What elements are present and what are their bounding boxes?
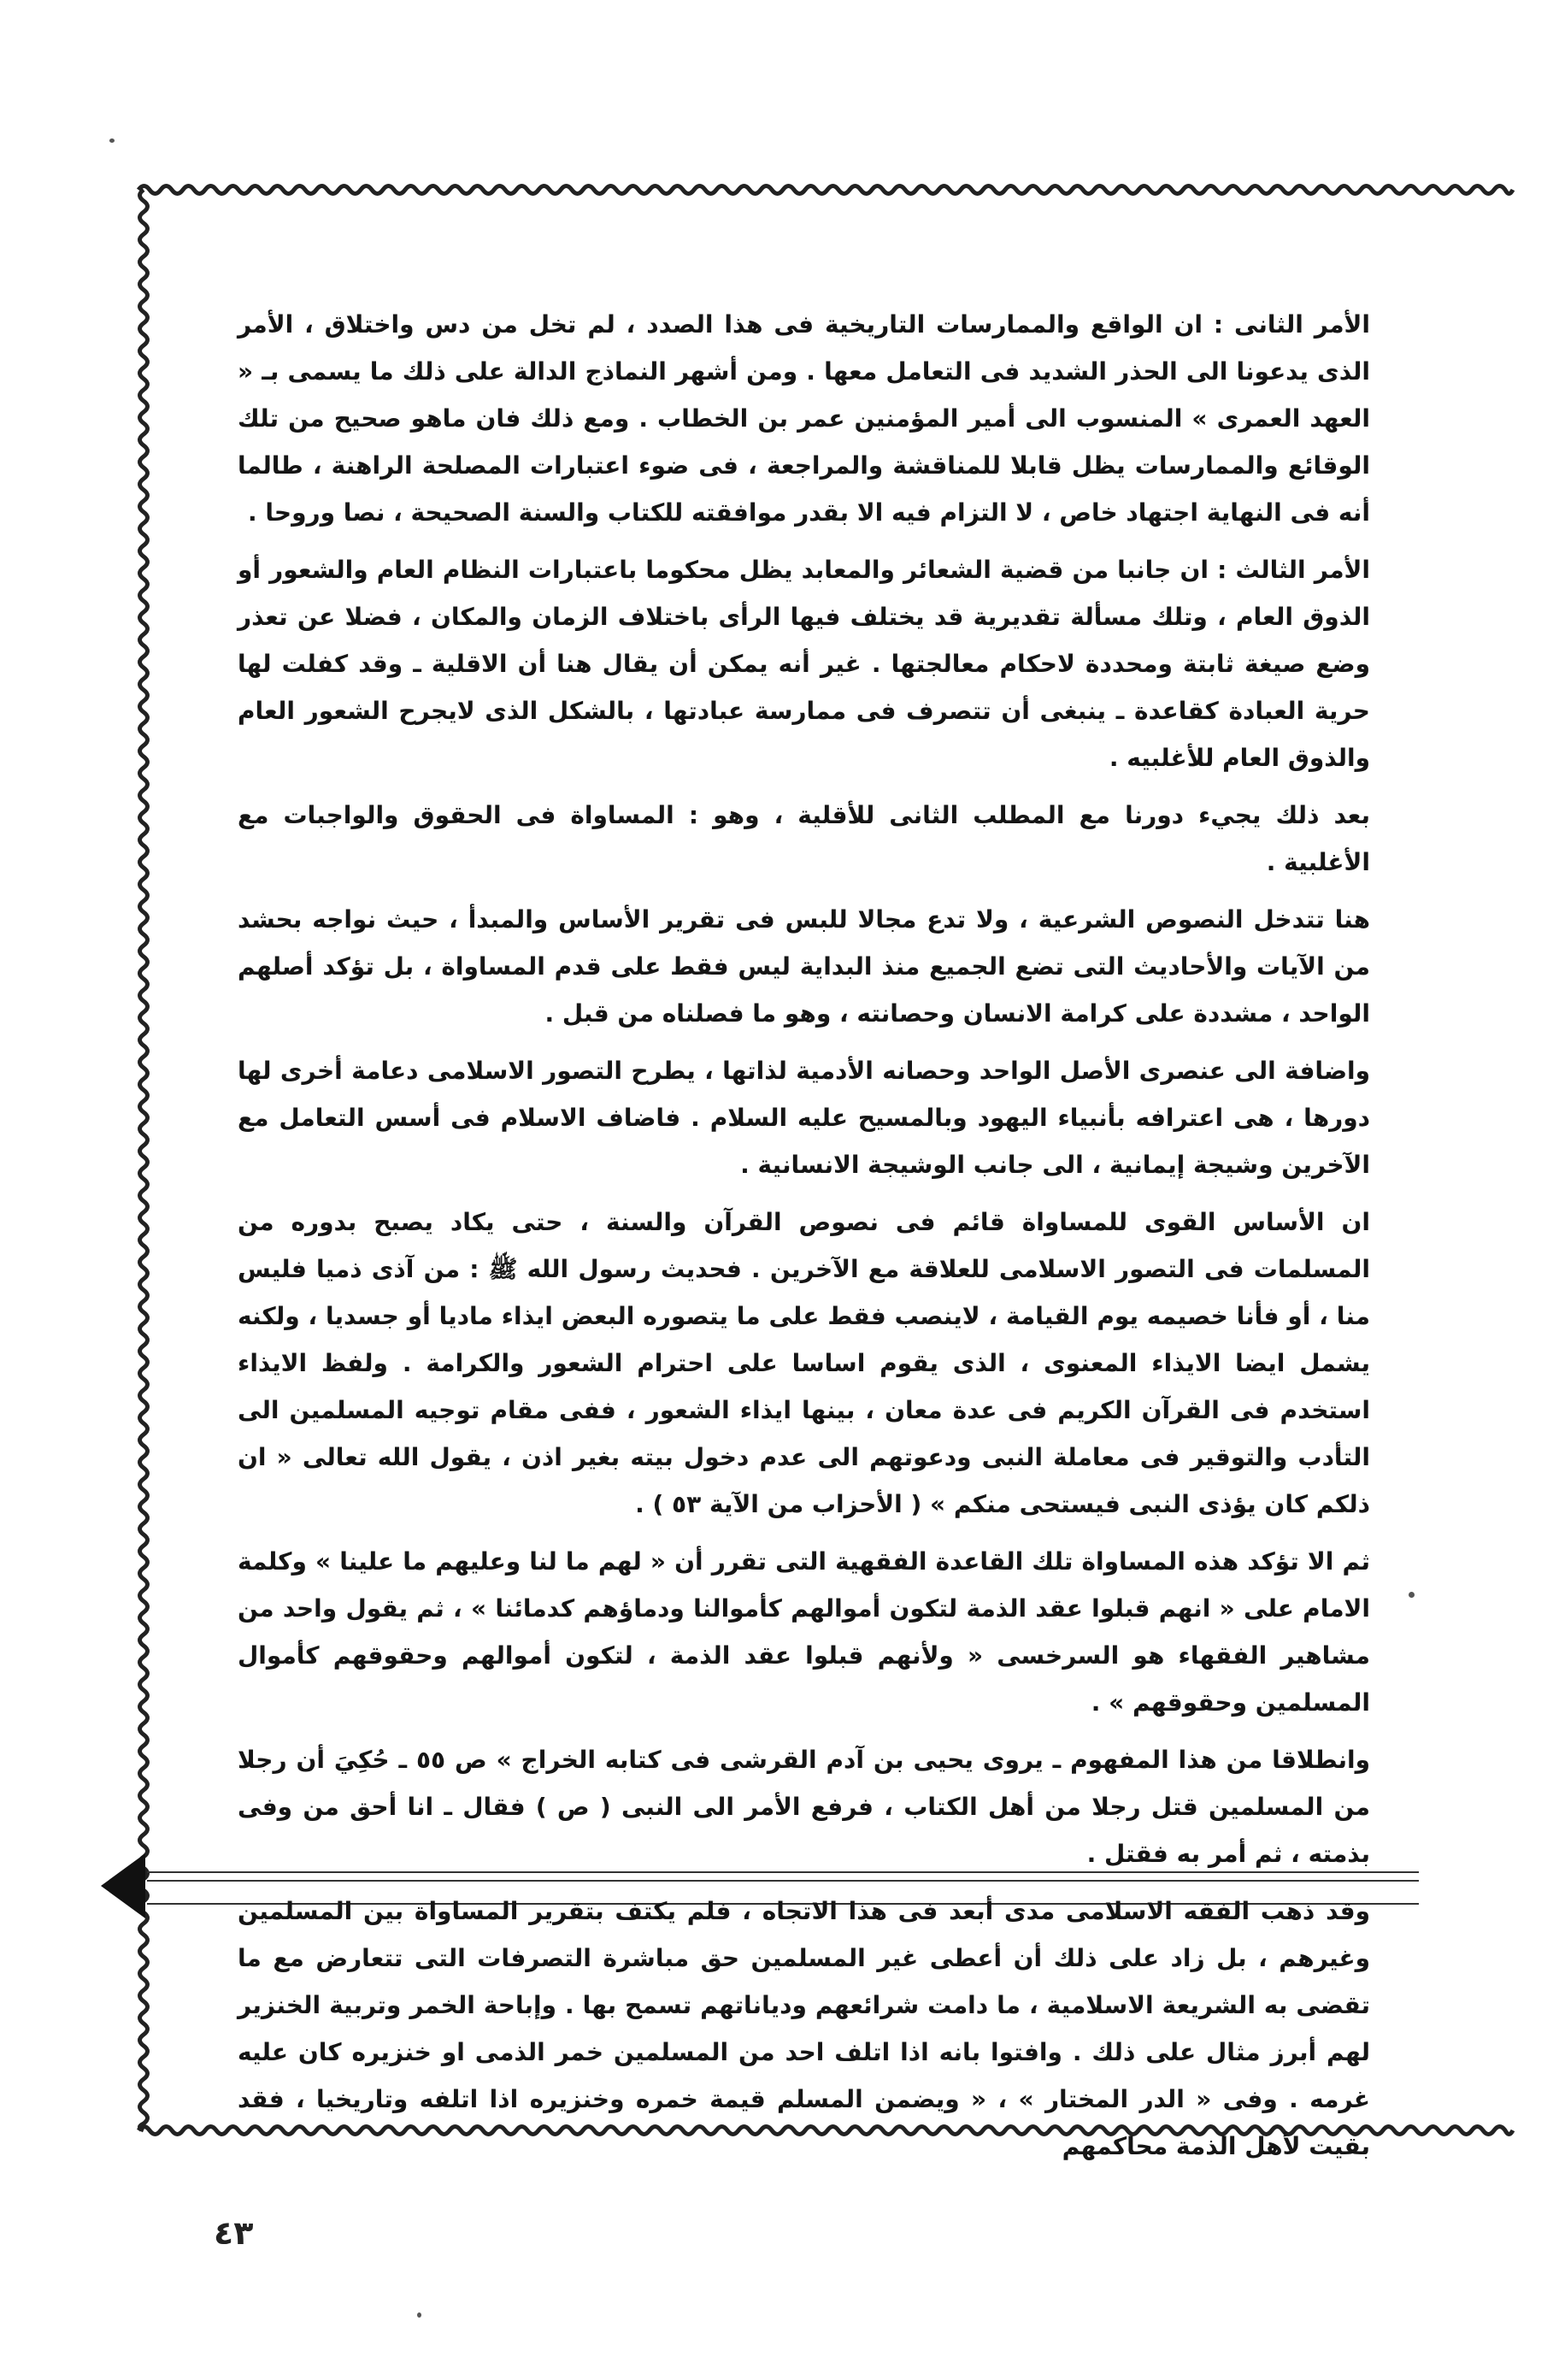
margin-arrow-icon bbox=[101, 1853, 145, 1918]
page-number: ٤٣ bbox=[214, 2214, 254, 2252]
paragraph-religious-texts: هنا تتدخل النصوص الشرعية ، ولا تدع مجالا للبس فى تقرير الأساس والمبدأ ، حيث نواجه بحشد من الآيات والأحاديث التى تضع الجميع منذ البداية ليس فقط على قدم المساواة ، بل تؤكد أصلهم الواحد ، مشددة على كرامة الانسان وحصانته ، وهو ما فصلناه من قبل . bbox=[238, 905, 1370, 1028]
paragraph-second-matter: الأمر الثانى : ان الواقع والممارسات التاريخية فى هذا الصدد ، لم تخل من دس واختلاق ، الأمر الذى يدعونا الى الحذر الشديد فى التعامل معها . ومن أشهر النماذج الدالة على ذلك ما يسمى بـ « العهد العمرى » المنسوب الى أمير المؤمنين عمر بن الخطاب . ومع ذلك فان ماهو صحيح من تلك الوقائع والممارسات يظل قابلا للمناقشة والمراجعة ، فى ضوء اعتبارات المصلحة الراهنة ، طالما أنه فى النهاية اجتهاد خاص ، لا التزام فيه الا بقدر موافقته للكتاب والسنة الصحيحة ، نصا وروحا . bbox=[238, 310, 1370, 527]
frame-left-wave bbox=[140, 190, 148, 2130]
paragraph-islamic-fiqh: وقد ذهب الفقه الاسلامى مدى أبعد فى هذا الاتجاه ، فلم يكتف بتقرير المساواة بين المسلمين وغيرهم ، بل زاد على ذلك أن أعطى غير المسلمين حق مباشرة التصرفات التى تتعارض مع ما تقضى به الشريعة الاسلامية ، ما دامت شرائعهم ودياناتهم تسمح بها . وإباحة الخمر وتربية الخنزير لهم أبرز مثال على ذلك . وافتوا بانه اذا اتلف احد من المسلمين خمر الذمى او خنزيره كان عليه غرمه . وفى « الدر المختار » ، « ويضمن المسلم قيمة خمره وخنزيره اذا اتلفه وتاريخيا ، فقد بقيت لأهل الذمة محاكمهم bbox=[238, 1897, 1370, 2160]
paragraph-prophets: واضافة الى عنصرى الأصل الواحد وحصانه الأدمية لذاتها ، يطرح التصور الاسلامى دعامة أخرى لها دورها ، هى اعترافه بأنبياء اليهود وبالمسيح عليه السلام . فاضاف الاسلام فى أسس التعامل مع الآخرين وشيجة إيمانية ، الى جانب الوشيجة الانسانية . bbox=[238, 1057, 1370, 1179]
article-body bbox=[238, 301, 1370, 2180]
paragraph-jurisprudence-rule: ثم الا تؤكد هذه المساواة تلك القاعدة الفقهية التى تقرر أن « لهم ما لنا وعليهم ما علينا » وكلمة الامام على « انهم قبلوا عقد الذمة لتكون أموالهم كأموالنا ودماؤهم كدمائنا » ، ثم يقول واحد من مشاهير الفقهاء هو السرخسى « ولأنهم قبلوا عقد الذمة ، لتكون أموالهم وحقوقهم كأموال المسلمين وحقوقهم » . bbox=[238, 1547, 1370, 1717]
paragraph-third-matter: الأمر الثالث : ان جانبا من قضية الشعائر والمعابد يظل محكوما باعتبارات النظام العام والشعور أو الذوق العام ، وتلك مسألة تقديرية قد يختلف فيها الرأى باختلاف الزمان والمكان ، فضلا عن تعذر وضع صيغة ثابتة ومحددة لاحكام معالجتها . غير أنه يمكن أن يقال هنا أن الاقلية ـ وقد كفلت لها حرية العبادة كقاعدة ـ ينبغى أن تتصرف فى ممارسة عبادتها ، بالشكل الذى لايجرح الشعور العام والذوق العام للأغلبيه . bbox=[238, 556, 1370, 772]
frame-top-wave bbox=[138, 186, 1513, 194]
paragraph-equality-basis: ان الأساس القوى للمساواة قائم فى نصوص القرآن والسنة ، حتى يكاد يصبح بدوره من المسلمات فى التصور الاسلامى للعلاقة مع الآخرين . فحديث رسول الله ﷺ : من آذى ذميا فليس منا ، أو فأنا خصيمه يوم القيامة ، لاينصب فقط على ما يتصوره البعض ايذاء ماديا أو جسديا ، ولكنه يشمل ايضا الايذاء المعنوى ، الذى يقوم اساسا على احترام الشعور والكرامة . ولفظ الايذاء استخدم فى القرآن الكريم فى عدة معان ، بينها ايذاء الشعور ، ففى مقام توجيه المسلمين الى التأدب والتوقير فى معاملة النبى ودعوتهم الى عدم دخول بيته بغير اذن ، يقول الله تعالى « ان ذلكم كان يؤذى النبى فيستحى منكم » ( الأحزاب من الآية ٥٣ ) . bbox=[238, 1208, 1370, 1518]
paragraph-second-demand: بعد ذلك يجيء دورنا مع المطلب الثانى للأقلية ، وهو : المساواة فى الحقوق والواجبات مع الأغلبية . bbox=[238, 801, 1370, 876]
paragraph-yahya-narration: وانطلاقا من هذا المفهوم ـ يروى يحيى بن آدم القرشى فى كتابه الخراج » ص ٥٥ ـ حُكِيَ أن رجلا من المسلمين قتل رجلا من أهل الكتاب ، فرفع الأمر الى النبى ( ص ) فقال ـ انا أحق من وفى بذمته ، ثم أمر به فقتل . bbox=[238, 1746, 1370, 1868]
